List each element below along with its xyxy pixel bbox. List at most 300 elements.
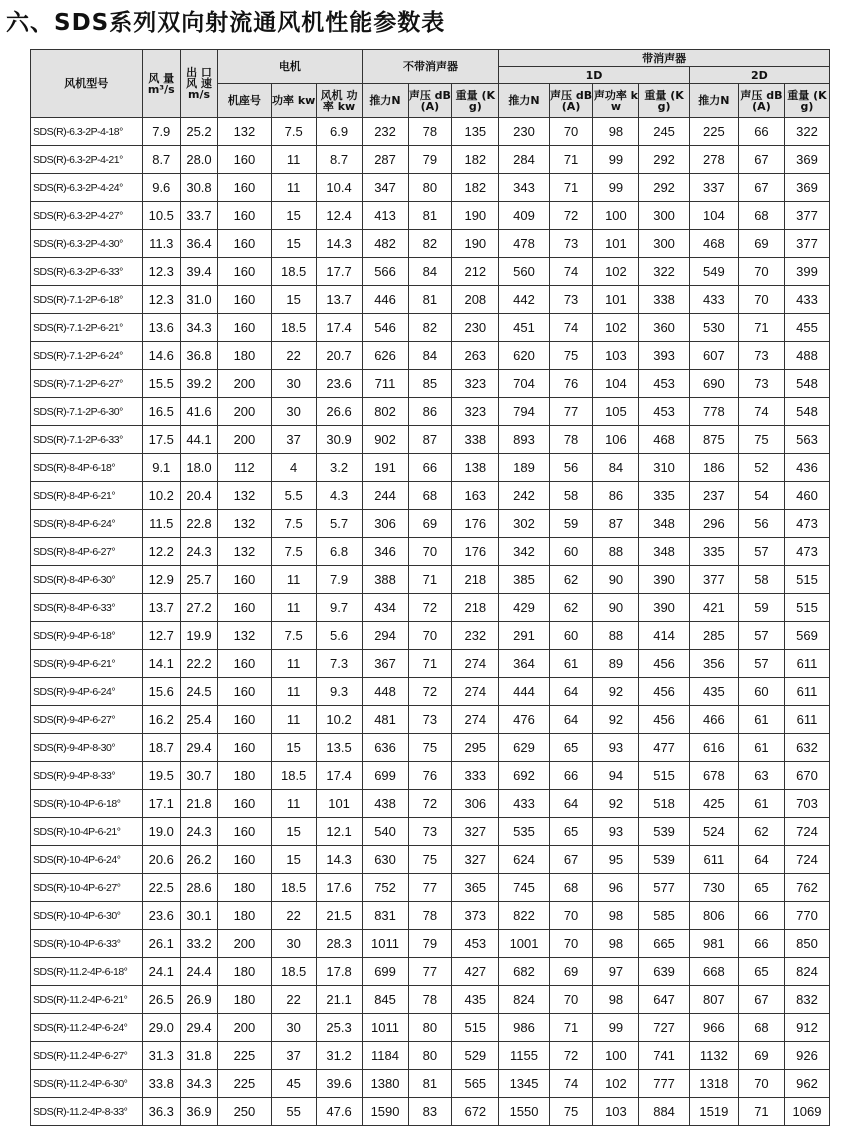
cell-frame: 160 <box>218 650 272 678</box>
cell-frame: 250 <box>218 1098 272 1126</box>
cell-1d-sound-power: 94 <box>593 762 639 790</box>
col-group-2d: 2D <box>689 67 829 84</box>
cell-power: 45 <box>271 1070 316 1098</box>
cell-2d-sound-pressure: 69 <box>738 230 784 258</box>
col-2d-sound-pressure: 声压 dB(A) <box>738 84 784 118</box>
cell-2d-sound-pressure: 68 <box>738 1014 784 1042</box>
cell-weight: 232 <box>452 622 499 650</box>
cell-2d-thrust: 678 <box>689 762 738 790</box>
cell-fan-power: 17.4 <box>316 314 362 342</box>
cell-1d-sound-pressure: 60 <box>549 622 593 650</box>
cell-sound-pressure: 82 <box>408 230 452 258</box>
cell-2d-weight: 724 <box>784 818 829 846</box>
table-row <box>31 678 830 706</box>
cell-2d-thrust: 104 <box>689 202 738 230</box>
cell-2d-thrust: 611 <box>689 846 738 874</box>
cell-fan-power: 31.2 <box>316 1042 362 1070</box>
cell-2d-sound-pressure: 64 <box>738 846 784 874</box>
cell-2d-weight: 369 <box>784 174 829 202</box>
cell-weight: 182 <box>452 174 499 202</box>
cell-power: 30 <box>271 398 316 426</box>
cell-1d-thrust: 302 <box>499 510 549 538</box>
cell-model: SDS(R)-8-4P-6-24° <box>31 510 143 538</box>
table-row <box>31 146 830 174</box>
cell-flow: 15.5 <box>142 370 180 398</box>
cell-weight: 323 <box>452 370 499 398</box>
cell-1d-thrust: 824 <box>499 986 549 1014</box>
cell-model: SDS(R)-11.2-4P-6-18° <box>31 958 143 986</box>
cell-2d-weight: 611 <box>784 706 829 734</box>
cell-2d-sound-pressure: 67 <box>738 174 784 202</box>
cell-model: SDS(R)-10-4P-6-27° <box>31 874 143 902</box>
cell-outlet-speed: 24.3 <box>180 538 217 566</box>
cell-weight: 365 <box>452 874 499 902</box>
cell-2d-sound-pressure: 62 <box>738 818 784 846</box>
cell-1d-sound-power: 89 <box>593 650 639 678</box>
cell-flow: 8.7 <box>142 146 180 174</box>
cell-1d-sound-pressure: 71 <box>549 1014 593 1042</box>
cell-flow: 10.5 <box>142 202 180 230</box>
cell-2d-sound-pressure: 54 <box>738 482 784 510</box>
cell-2d-weight: 611 <box>784 678 829 706</box>
cell-1d-sound-power: 98 <box>593 118 639 146</box>
cell-power: 30 <box>271 370 316 398</box>
cell-thrust: 626 <box>362 342 408 370</box>
cell-thrust: 540 <box>362 818 408 846</box>
cell-1d-sound-pressure: 66 <box>549 762 593 790</box>
cell-sound-pressure: 84 <box>408 342 452 370</box>
cell-2d-sound-pressure: 66 <box>738 118 784 146</box>
cell-sound-pressure: 87 <box>408 426 452 454</box>
cell-2d-sound-pressure: 70 <box>738 1070 784 1098</box>
cell-weight: 190 <box>452 230 499 258</box>
cell-outlet-speed: 20.4 <box>180 482 217 510</box>
cell-weight: 182 <box>452 146 499 174</box>
cell-flow: 12.2 <box>142 538 180 566</box>
cell-sound-pressure: 76 <box>408 762 452 790</box>
cell-fan-power: 5.6 <box>316 622 362 650</box>
cell-flow: 26.1 <box>142 930 180 958</box>
cell-model: SDS(R)-8-4P-6-27° <box>31 538 143 566</box>
cell-2d-weight: 548 <box>784 370 829 398</box>
cell-1d-thrust: 476 <box>499 706 549 734</box>
cell-1d-sound-power: 92 <box>593 706 639 734</box>
cell-1d-sound-pressure: 56 <box>549 454 593 482</box>
table-row <box>31 930 830 958</box>
cell-2d-thrust: 981 <box>689 930 738 958</box>
cell-outlet-speed: 25.7 <box>180 566 217 594</box>
cell-2d-thrust: 1132 <box>689 1042 738 1070</box>
cell-2d-sound-pressure: 52 <box>738 454 784 482</box>
cell-thrust: 413 <box>362 202 408 230</box>
cell-model: SDS(R)-11.2-4P-8-33° <box>31 1098 143 1126</box>
cell-thrust: 481 <box>362 706 408 734</box>
cell-frame: 160 <box>218 678 272 706</box>
cell-frame: 160 <box>218 594 272 622</box>
cell-1d-sound-pressure: 78 <box>549 426 593 454</box>
cell-1d-weight: 539 <box>639 818 689 846</box>
cell-fan-power: 39.6 <box>316 1070 362 1098</box>
cell-1d-thrust: 364 <box>499 650 549 678</box>
cell-2d-weight: 962 <box>784 1070 829 1098</box>
cell-model: SDS(R)-8-4P-6-18° <box>31 454 143 482</box>
cell-flow: 22.5 <box>142 874 180 902</box>
cell-sound-pressure: 72 <box>408 678 452 706</box>
cell-frame: 160 <box>218 286 272 314</box>
cell-fan-power: 26.6 <box>316 398 362 426</box>
cell-power: 15 <box>271 230 316 258</box>
cell-flow: 36.3 <box>142 1098 180 1126</box>
cell-model: SDS(R)-10-4P-6-33° <box>31 930 143 958</box>
cell-2d-thrust: 425 <box>689 790 738 818</box>
cell-model: SDS(R)-7.1-2P-6-21° <box>31 314 143 342</box>
cell-weight: 176 <box>452 538 499 566</box>
cell-power: 30 <box>271 1014 316 1042</box>
cell-1d-weight: 639 <box>639 958 689 986</box>
cell-1d-sound-pressure: 71 <box>549 146 593 174</box>
cell-1d-weight: 300 <box>639 230 689 258</box>
cell-outlet-speed: 28.0 <box>180 146 217 174</box>
cell-sound-pressure: 66 <box>408 454 452 482</box>
cell-power: 7.5 <box>271 510 316 538</box>
cell-thrust: 294 <box>362 622 408 650</box>
cell-sound-pressure: 70 <box>408 622 452 650</box>
cell-weight: 565 <box>452 1070 499 1098</box>
cell-2d-weight: 399 <box>784 258 829 286</box>
cell-sound-pressure: 80 <box>408 174 452 202</box>
cell-power: 30 <box>271 930 316 958</box>
cell-1d-weight: 390 <box>639 566 689 594</box>
cell-2d-thrust: 237 <box>689 482 738 510</box>
cell-sound-pressure: 79 <box>408 930 452 958</box>
cell-fan-power: 17.8 <box>316 958 362 986</box>
col-group-no-silencer: 不带消声器 <box>362 50 499 84</box>
cell-fan-power: 13.5 <box>316 734 362 762</box>
cell-2d-weight: 473 <box>784 510 829 538</box>
cell-1d-weight: 777 <box>639 1070 689 1098</box>
cell-2d-weight: 515 <box>784 594 829 622</box>
cell-1d-thrust: 291 <box>499 622 549 650</box>
cell-2d-thrust: 690 <box>689 370 738 398</box>
cell-thrust: 1184 <box>362 1042 408 1070</box>
cell-2d-sound-pressure: 57 <box>738 650 784 678</box>
cell-flow: 14.1 <box>142 650 180 678</box>
cell-2d-sound-pressure: 68 <box>738 202 784 230</box>
table-row <box>31 342 830 370</box>
cell-frame: 132 <box>218 538 272 566</box>
cell-flow: 18.7 <box>142 734 180 762</box>
cell-2d-sound-pressure: 70 <box>738 286 784 314</box>
cell-1d-sound-power: 87 <box>593 510 639 538</box>
cell-flow: 7.9 <box>142 118 180 146</box>
cell-1d-weight: 477 <box>639 734 689 762</box>
cell-2d-sound-pressure: 74 <box>738 398 784 426</box>
cell-2d-thrust: 337 <box>689 174 738 202</box>
col-2d-weight: 重量 (Kg) <box>784 84 829 118</box>
table-row <box>31 258 830 286</box>
cell-2d-thrust: 524 <box>689 818 738 846</box>
cell-weight: 306 <box>452 790 499 818</box>
cell-outlet-speed: 18.0 <box>180 454 217 482</box>
cell-model: SDS(R)-7.1-2P-6-24° <box>31 342 143 370</box>
cell-outlet-speed: 41.6 <box>180 398 217 426</box>
cell-weight: 295 <box>452 734 499 762</box>
cell-frame: 160 <box>218 230 272 258</box>
cell-weight: 135 <box>452 118 499 146</box>
cell-thrust: 232 <box>362 118 408 146</box>
cell-fan-power: 6.9 <box>316 118 362 146</box>
cell-sound-pressure: 79 <box>408 146 452 174</box>
cell-1d-weight: 585 <box>639 902 689 930</box>
cell-frame: 225 <box>218 1070 272 1098</box>
cell-1d-sound-pressure: 74 <box>549 1070 593 1098</box>
cell-2d-weight: 563 <box>784 426 829 454</box>
cell-2d-weight: 377 <box>784 230 829 258</box>
cell-weight: 529 <box>452 1042 499 1070</box>
cell-2d-weight: 1069 <box>784 1098 829 1126</box>
cell-1d-sound-pressure: 62 <box>549 594 593 622</box>
cell-flow: 16.2 <box>142 706 180 734</box>
cell-1d-weight: 360 <box>639 314 689 342</box>
col-1d-sound-power: 声功率 kw <box>593 84 639 118</box>
cell-frame: 160 <box>218 790 272 818</box>
cell-2d-weight: 632 <box>784 734 829 762</box>
cell-thrust: 699 <box>362 958 408 986</box>
cell-sound-pressure: 71 <box>408 650 452 678</box>
cell-2d-thrust: 1519 <box>689 1098 738 1126</box>
cell-power: 7.5 <box>271 538 316 566</box>
cell-1d-sound-pressure: 62 <box>549 566 593 594</box>
cell-weight: 327 <box>452 818 499 846</box>
cell-1d-weight: 322 <box>639 258 689 286</box>
cell-weight: 212 <box>452 258 499 286</box>
cell-model: SDS(R)-11.2-4P-6-27° <box>31 1042 143 1070</box>
cell-sound-pressure: 69 <box>408 510 452 538</box>
cell-1d-thrust: 535 <box>499 818 549 846</box>
cell-frame: 200 <box>218 370 272 398</box>
cell-1d-sound-pressure: 60 <box>549 538 593 566</box>
cell-power: 5.5 <box>271 482 316 510</box>
cell-frame: 225 <box>218 1042 272 1070</box>
cell-thrust: 306 <box>362 510 408 538</box>
cell-model: SDS(R)-8-4P-6-33° <box>31 594 143 622</box>
cell-1d-sound-power: 90 <box>593 594 639 622</box>
cell-1d-sound-power: 93 <box>593 734 639 762</box>
cell-2d-thrust: 435 <box>689 678 738 706</box>
cell-model: SDS(R)-7.1-2P-6-27° <box>31 370 143 398</box>
table-row <box>31 370 830 398</box>
cell-1d-sound-pressure: 64 <box>549 706 593 734</box>
cell-1d-thrust: 409 <box>499 202 549 230</box>
cell-1d-sound-power: 92 <box>593 790 639 818</box>
table-row <box>31 314 830 342</box>
cell-flow: 16.5 <box>142 398 180 426</box>
cell-outlet-speed: 25.2 <box>180 118 217 146</box>
cell-2d-sound-pressure: 59 <box>738 594 784 622</box>
cell-power: 55 <box>271 1098 316 1126</box>
cell-1d-thrust: 893 <box>499 426 549 454</box>
cell-2d-sound-pressure: 67 <box>738 146 784 174</box>
col-sound-pressure: 声压 dB(A) <box>408 84 452 118</box>
cell-2d-thrust: 278 <box>689 146 738 174</box>
cell-1d-weight: 300 <box>639 202 689 230</box>
cell-flow: 31.3 <box>142 1042 180 1070</box>
cell-1d-thrust: 451 <box>499 314 549 342</box>
col-outlet-speed: 出 口 风 速 m/s <box>180 50 217 118</box>
cell-thrust: 802 <box>362 398 408 426</box>
cell-outlet-speed: 30.1 <box>180 902 217 930</box>
cell-flow: 20.6 <box>142 846 180 874</box>
col-fan-power: 风机 功率 kw <box>316 84 362 118</box>
cell-1d-sound-power: 106 <box>593 426 639 454</box>
table-row <box>31 874 830 902</box>
cell-sound-pressure: 77 <box>408 874 452 902</box>
cell-outlet-speed: 39.2 <box>180 370 217 398</box>
col-group-with-silencer: 带消声器 <box>499 50 830 67</box>
cell-1d-sound-pressure: 72 <box>549 202 593 230</box>
cell-frame: 132 <box>218 118 272 146</box>
cell-flow: 26.5 <box>142 986 180 1014</box>
cell-thrust: 191 <box>362 454 408 482</box>
cell-1d-sound-power: 100 <box>593 202 639 230</box>
table-row <box>31 1070 830 1098</box>
cell-thrust: 845 <box>362 986 408 1014</box>
cell-flow: 23.6 <box>142 902 180 930</box>
cell-1d-thrust: 1001 <box>499 930 549 958</box>
cell-frame: 200 <box>218 1014 272 1042</box>
cell-2d-thrust: 806 <box>689 902 738 930</box>
cell-1d-sound-power: 99 <box>593 146 639 174</box>
cell-1d-sound-pressure: 74 <box>549 314 593 342</box>
cell-2d-sound-pressure: 61 <box>738 790 784 818</box>
cell-weight: 274 <box>452 706 499 734</box>
cell-thrust: 287 <box>362 146 408 174</box>
cell-2d-sound-pressure: 66 <box>738 930 784 958</box>
page-title: 六、SDS系列双向射流通风机性能参数表 <box>6 10 446 36</box>
col-thrust: 推力N <box>362 84 408 118</box>
table-header <box>31 50 830 118</box>
cell-1d-weight: 539 <box>639 846 689 874</box>
cell-frame: 132 <box>218 510 272 538</box>
cell-frame: 160 <box>218 734 272 762</box>
cell-2d-thrust: 530 <box>689 314 738 342</box>
cell-1d-sound-power: 105 <box>593 398 639 426</box>
cell-1d-sound-pressure: 71 <box>549 174 593 202</box>
cell-fan-power: 17.7 <box>316 258 362 286</box>
table-row <box>31 594 830 622</box>
cell-model: SDS(R)-6.3-2P-6-33° <box>31 258 143 286</box>
cell-fan-power: 9.7 <box>316 594 362 622</box>
cell-thrust: 446 <box>362 286 408 314</box>
cell-2d-thrust: 468 <box>689 230 738 258</box>
cell-fan-power: 17.4 <box>316 762 362 790</box>
cell-1d-weight: 390 <box>639 594 689 622</box>
cell-outlet-speed: 29.4 <box>180 734 217 762</box>
cell-outlet-speed: 24.3 <box>180 818 217 846</box>
cell-sound-pressure: 70 <box>408 538 452 566</box>
cell-frame: 112 <box>218 454 272 482</box>
cell-flow: 14.6 <box>142 342 180 370</box>
cell-flow: 12.3 <box>142 258 180 286</box>
col-1d-sound-pressure: 声压 dB(A) <box>549 84 593 118</box>
cell-1d-sound-power: 99 <box>593 174 639 202</box>
cell-1d-sound-pressure: 74 <box>549 258 593 286</box>
cell-frame: 132 <box>218 622 272 650</box>
cell-frame: 160 <box>218 202 272 230</box>
cell-2d-weight: 926 <box>784 1042 829 1070</box>
cell-power: 11 <box>271 174 316 202</box>
cell-1d-thrust: 1345 <box>499 1070 549 1098</box>
cell-fan-power: 12.4 <box>316 202 362 230</box>
cell-1d-sound-power: 90 <box>593 566 639 594</box>
cell-weight: 323 <box>452 398 499 426</box>
cell-power: 15 <box>271 734 316 762</box>
cell-1d-thrust: 442 <box>499 286 549 314</box>
table-row <box>31 986 830 1014</box>
cell-power: 18.5 <box>271 314 316 342</box>
cell-1d-sound-pressure: 76 <box>549 370 593 398</box>
cell-2d-sound-pressure: 75 <box>738 426 784 454</box>
cell-1d-sound-power: 86 <box>593 482 639 510</box>
cell-power: 15 <box>271 202 316 230</box>
cell-1d-weight: 292 <box>639 174 689 202</box>
cell-2d-thrust: 875 <box>689 426 738 454</box>
cell-1d-thrust: 189 <box>499 454 549 482</box>
cell-thrust: 902 <box>362 426 408 454</box>
cell-1d-thrust: 704 <box>499 370 549 398</box>
cell-power: 11 <box>271 594 316 622</box>
cell-fan-power: 14.3 <box>316 230 362 258</box>
cell-outlet-speed: 36.4 <box>180 230 217 258</box>
cell-outlet-speed: 28.6 <box>180 874 217 902</box>
cell-2d-weight: 670 <box>784 762 829 790</box>
table-row <box>31 1098 830 1126</box>
cell-model: SDS(R)-10-4P-6-24° <box>31 846 143 874</box>
cell-2d-thrust: 466 <box>689 706 738 734</box>
cell-flow: 17.5 <box>142 426 180 454</box>
cell-2d-thrust: 730 <box>689 874 738 902</box>
cell-sound-pressure: 75 <box>408 846 452 874</box>
cell-2d-thrust: 807 <box>689 986 738 1014</box>
cell-fan-power: 21.5 <box>316 902 362 930</box>
cell-2d-sound-pressure: 65 <box>738 958 784 986</box>
cell-outlet-speed: 24.5 <box>180 678 217 706</box>
cell-1d-sound-power: 101 <box>593 286 639 314</box>
cell-thrust: 434 <box>362 594 408 622</box>
cell-power: 11 <box>271 678 316 706</box>
cell-power: 37 <box>271 426 316 454</box>
cell-1d-sound-power: 102 <box>593 258 639 286</box>
cell-thrust: 347 <box>362 174 408 202</box>
cell-fan-power: 30.9 <box>316 426 362 454</box>
table-row <box>31 706 830 734</box>
cell-thrust: 1380 <box>362 1070 408 1098</box>
cell-model: SDS(R)-6.3-2P-4-27° <box>31 202 143 230</box>
cell-2d-weight: 515 <box>784 566 829 594</box>
cell-outlet-speed: 33.7 <box>180 202 217 230</box>
cell-power: 11 <box>271 146 316 174</box>
cell-1d-weight: 338 <box>639 286 689 314</box>
cell-2d-weight: 433 <box>784 286 829 314</box>
cell-1d-sound-pressure: 75 <box>549 1098 593 1126</box>
cell-power: 4 <box>271 454 316 482</box>
cell-thrust: 388 <box>362 566 408 594</box>
cell-fan-power: 14.3 <box>316 846 362 874</box>
cell-flow: 15.6 <box>142 678 180 706</box>
cell-1d-thrust: 822 <box>499 902 549 930</box>
cell-power: 18.5 <box>271 258 316 286</box>
cell-1d-sound-pressure: 70 <box>549 930 593 958</box>
